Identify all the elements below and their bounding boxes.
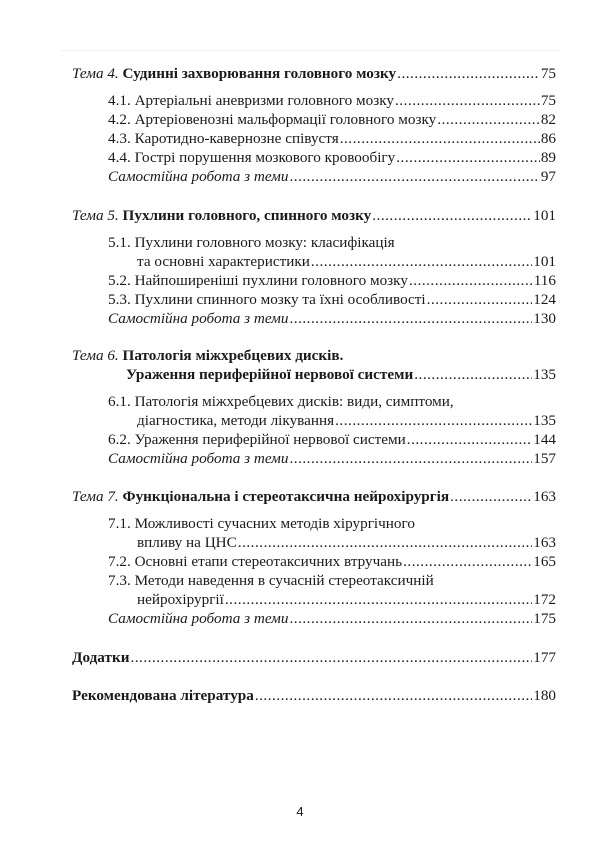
self-study-label: Самостійна робота з теми	[108, 610, 289, 627]
entry-number: 7.1.	[108, 515, 131, 532]
theme-title: Ураження периферійної нервової системи	[126, 366, 414, 383]
entry-title	[108, 290, 426, 309]
entry-text: Пухлини головного мозку: класифікація	[134, 234, 395, 251]
entry-title	[72, 686, 254, 705]
entry-text: та основні характеристики	[137, 253, 310, 270]
dot-leader	[397, 64, 540, 83]
entry-title	[72, 64, 396, 83]
theme-title: Патологія міжхребцевих дисків.	[122, 347, 344, 364]
entry-title	[108, 571, 434, 590]
entry-title	[137, 590, 224, 609]
dot-leader	[225, 590, 532, 609]
entry-number: 4.1.	[108, 92, 131, 109]
dot-leader	[130, 648, 532, 667]
toc-entry-line[interactable]	[108, 514, 415, 533]
entry-title	[108, 392, 454, 411]
section-title: Додатки	[72, 649, 130, 666]
toc-entry-line[interactable]	[108, 148, 556, 167]
toc-entry-line[interactable]	[108, 290, 556, 309]
dot-leader	[403, 552, 532, 571]
toc-entry-line[interactable]	[137, 252, 556, 271]
toc-entry-line[interactable]	[137, 533, 556, 552]
toc-entry-line[interactable]	[108, 91, 556, 110]
entry-title	[108, 609, 288, 628]
entry-title	[108, 552, 402, 571]
toc-entry-line[interactable]	[108, 309, 556, 328]
toc-entry-line[interactable]	[72, 206, 556, 225]
dot-leader	[407, 430, 532, 449]
entry-title	[108, 167, 288, 186]
entry-number: 4.2.	[108, 111, 131, 128]
entry-title	[108, 449, 288, 468]
page-ref: 124	[533, 291, 556, 308]
entry-text: Гострі порушення мозкового кровообігу	[134, 149, 396, 166]
toc-entry-line[interactable]	[108, 392, 454, 411]
dot-leader	[450, 487, 532, 506]
page-ref: 163	[533, 534, 556, 551]
toc-entry-line[interactable]	[108, 449, 556, 468]
entry-text: Каротидно-кавернозне співустя	[134, 130, 339, 147]
page-ref: 172	[533, 591, 556, 608]
entry-number: 6.2.	[108, 431, 131, 448]
theme-title: Судинні захворювання головного мозку	[122, 65, 397, 82]
page-ref: 163	[533, 488, 556, 505]
dot-leader	[340, 129, 540, 148]
entry-title	[108, 233, 395, 252]
toc-entry-line[interactable]	[108, 430, 556, 449]
entry-title	[108, 309, 288, 328]
toc-entry-line[interactable]	[72, 686, 556, 705]
page-ref: 165	[533, 553, 556, 570]
toc-entry-line[interactable]	[72, 648, 556, 667]
page-ref: 116	[533, 272, 556, 289]
entry-number: 6.1.	[108, 393, 131, 410]
toc-entry-line[interactable]	[108, 552, 556, 571]
dot-leader	[289, 449, 532, 468]
dot-leader	[409, 271, 533, 290]
theme-title: Пухлини головного, спинного мозку	[122, 207, 372, 224]
page-ref: 101	[533, 207, 556, 224]
page-ref: 97	[540, 168, 556, 185]
page-edge	[60, 50, 560, 51]
theme-prefix: Тема 7.	[72, 488, 119, 505]
entry-number: 4.3.	[108, 130, 131, 147]
entry-title	[137, 411, 334, 430]
page-ref: 82	[540, 111, 556, 128]
entry-title	[126, 365, 413, 384]
page-ref: 101	[533, 253, 556, 270]
entry-text: Ураження периферійної нервової системи	[134, 431, 406, 448]
entry-title	[137, 252, 310, 271]
entry-text: впливу на ЦНС	[137, 534, 237, 551]
page-ref: 175	[533, 610, 556, 627]
entry-title	[108, 514, 415, 533]
section-title: Рекомендована література	[72, 687, 254, 704]
page-ref: 130	[533, 310, 556, 327]
toc-entry-line[interactable]	[108, 110, 556, 129]
theme-prefix: Тема 4.	[72, 65, 119, 82]
dot-leader	[289, 167, 539, 186]
dot-leader	[437, 110, 540, 129]
page-ref: 135	[533, 412, 556, 429]
toc-entry-line[interactable]	[137, 411, 556, 430]
toc-entry-line[interactable]	[108, 233, 395, 252]
page-ref: 86	[540, 130, 556, 147]
entry-title	[108, 129, 339, 148]
entry-title	[108, 110, 436, 129]
entry-title	[108, 148, 395, 167]
dot-leader	[289, 309, 532, 328]
page-ref: 75	[540, 65, 556, 82]
dot-leader	[396, 148, 540, 167]
page-ref: 177	[533, 649, 556, 666]
entry-title	[108, 271, 408, 290]
toc-entry-line[interactable]	[108, 271, 556, 290]
entry-text: Основні етапи стереотаксичних втручань	[134, 553, 403, 570]
entry-title	[72, 487, 449, 506]
entry-text: Патологія міжхребцевих дисків: види, симптоми,	[134, 393, 454, 410]
page-ref: 180	[533, 687, 556, 704]
toc-entry-line[interactable]	[137, 590, 556, 609]
page-ref: 144	[533, 431, 556, 448]
entry-number: 5.1.	[108, 234, 131, 251]
self-study-label: Самостійна робота з теми	[108, 168, 289, 185]
entry-text: Артеріальні аневризми головного мозку	[134, 92, 394, 109]
entry-number: 7.2.	[108, 553, 131, 570]
entry-title	[72, 648, 129, 667]
dot-leader	[414, 365, 532, 384]
page-ref: 89	[540, 149, 556, 166]
toc-entry-line[interactable]	[72, 487, 556, 506]
self-study-label: Самостійна робота з теми	[108, 450, 289, 467]
entry-text: діагностика, методи лікування	[137, 412, 335, 429]
toc-entry-line[interactable]	[126, 365, 556, 384]
page-ref: 75	[540, 92, 556, 109]
entry-text: нейрохірургії	[137, 591, 224, 608]
entry-text: Можливості сучасних методів хірургічного	[134, 515, 415, 532]
toc-entry-line[interactable]	[108, 129, 556, 148]
entry-number: 5.2.	[108, 272, 131, 289]
entry-title	[72, 206, 371, 225]
entry-title	[108, 91, 394, 110]
dot-leader	[427, 290, 533, 309]
entry-title	[137, 533, 237, 552]
page-ref: 157	[533, 450, 556, 467]
dot-leader	[395, 91, 540, 110]
toc-entry-line[interactable]	[108, 571, 434, 590]
entry-text: Найпоширеніші пухлини головного мозку	[134, 272, 408, 289]
self-study-label: Самостійна робота з теми	[108, 310, 289, 327]
toc-entry-line[interactable]	[72, 346, 343, 365]
entry-title	[72, 346, 343, 365]
entry-text: Методи наведення в сучасній стереотаксичній	[134, 572, 434, 589]
entry-text: Артеріовенозні мальформації головного мозку	[134, 111, 437, 128]
entry-number: 4.4.	[108, 149, 131, 166]
dot-leader	[311, 252, 532, 271]
entry-number: 5.3.	[108, 291, 131, 308]
toc-entry-line[interactable]	[108, 167, 556, 186]
theme-prefix: Тема 6.	[72, 347, 119, 364]
theme-prefix: Тема 5.	[72, 207, 119, 224]
dot-leader	[289, 609, 532, 628]
page-ref: 135	[533, 366, 556, 383]
dot-leader	[335, 411, 532, 430]
dot-leader	[255, 686, 532, 705]
dot-leader	[372, 206, 532, 225]
entry-title	[108, 430, 406, 449]
entry-text: Пухлини спинного мозку та їхні особливості	[134, 291, 426, 308]
toc-entry-line[interactable]	[108, 609, 556, 628]
toc-entry-line[interactable]	[72, 64, 556, 83]
page-number: 4	[296, 804, 304, 819]
entry-number: 7.3.	[108, 572, 131, 589]
theme-title: Функціональна і стереотаксична нейрохірургія	[122, 488, 450, 505]
dot-leader	[238, 533, 532, 552]
